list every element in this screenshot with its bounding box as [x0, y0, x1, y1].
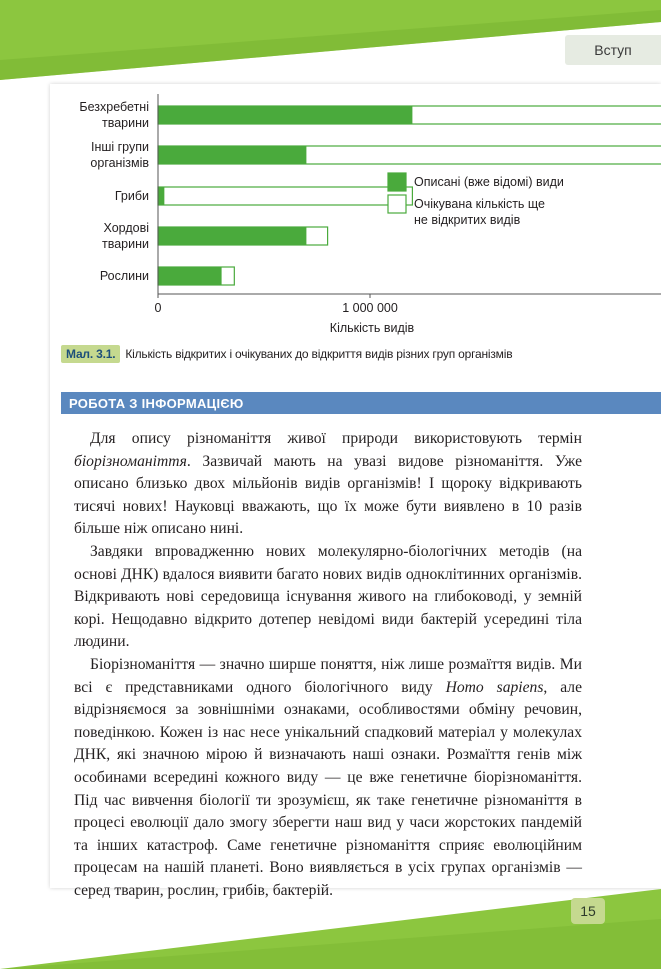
term-biodiversity: біорізноманіття	[74, 452, 187, 470]
category-labels	[79, 100, 149, 283]
paragraph-2: Завдяки впровадженню нових молекулярно-біологічних методів (на основі ДНК) вдалося виявити багато нових видів одноклітинних організмів. Відкривають нові середовища існування живого на глибоководі, у земній корі. Нещодавно відкрито дотепер невідомі види бактерій усередині тіла людини.	[74, 542, 582, 651]
category-label: Інші групи	[90, 140, 149, 154]
caption-label: Мал. 3.1.	[61, 345, 120, 363]
bar-described	[158, 187, 164, 205]
page-number: 15	[571, 898, 605, 924]
bar-described	[158, 267, 222, 285]
x-tick-label: 1 000 000	[342, 301, 398, 315]
caption-text: Кількість відкритих і очікуваних до відкриття видів різних груп організмів	[125, 347, 513, 361]
legend-swatch-described	[388, 173, 406, 191]
x-axis-title: Кількість видів	[329, 321, 415, 335]
paragraph-3: Біорізноманіття — значно ширше поняття, ніж лише розмаїття видів. Ми всі є представниками одного біологічного виду Homo sapiens, але відрізняємося за зовнішніми ознаками, особливостями обміну речовин, поведінкою. Кожен із нас несе унікальний спадковий матеріал у молекулах ДНК, які значною мірою й визначають наші ознаки. Розмаїття генів між особинами всередині кожного виду — це вже генетичне біорізноманіття. Під час вивчення біології ти зрозумієш, як таке генетичне різноманіття в процесі еволюції дало змогу зберегти наш вид у часи жорстоких пандемій та інших катастроф. Саме генетичне різноманіття сприяє еволюційним процесам на нашій планеті. Воно виявляється в усіх групах організмів — серед тварин, рослин, грибів, бактерій.	[74, 655, 582, 899]
section-tab: Вступ	[565, 35, 661, 65]
body-text	[74, 428, 582, 902]
category-label: Хордові	[103, 221, 149, 235]
category-label: тварини	[102, 237, 149, 251]
legend-swatch-expected	[388, 195, 406, 213]
species-bar-chart	[50, 84, 661, 374]
category-label: Рослини	[99, 269, 149, 283]
category-label: Безхребетні	[79, 100, 149, 114]
x-tick-label: 0	[154, 301, 162, 315]
header-decoration	[0, 0, 661, 80]
category-label: Гриби	[114, 189, 149, 203]
paragraph-1: Для опису різноманіття живої природи використовують термін біорізноманіття. Зазвичай мають на увазі видове різноманіття. Уже описано близько двох мільйонів видів організмів! І щороку відкривають тисячі нових! Науковці вважають, що їх може бути виявлено в 10 разів більше ніж описано нині.	[74, 430, 582, 538]
legend-label: не відкритих видів	[414, 213, 521, 227]
category-label: тварини	[102, 116, 149, 130]
bar-described	[158, 106, 412, 124]
species-name: Homo sapiens	[445, 678, 544, 696]
section-header: РОБОТА З ІНФОРМАЦІЄЮ	[61, 392, 661, 414]
legend-label: Очікувана кількість ще	[414, 197, 546, 211]
legend	[388, 173, 564, 227]
figure-caption	[61, 344, 651, 364]
footer-decoration	[0, 879, 661, 969]
bar-described	[158, 227, 306, 245]
bars	[158, 106, 661, 285]
legend-label: Описані (вже відомі) види	[414, 175, 564, 189]
category-label: організмів	[90, 156, 149, 170]
bar-described	[158, 146, 306, 164]
bar-expected	[158, 187, 412, 205]
